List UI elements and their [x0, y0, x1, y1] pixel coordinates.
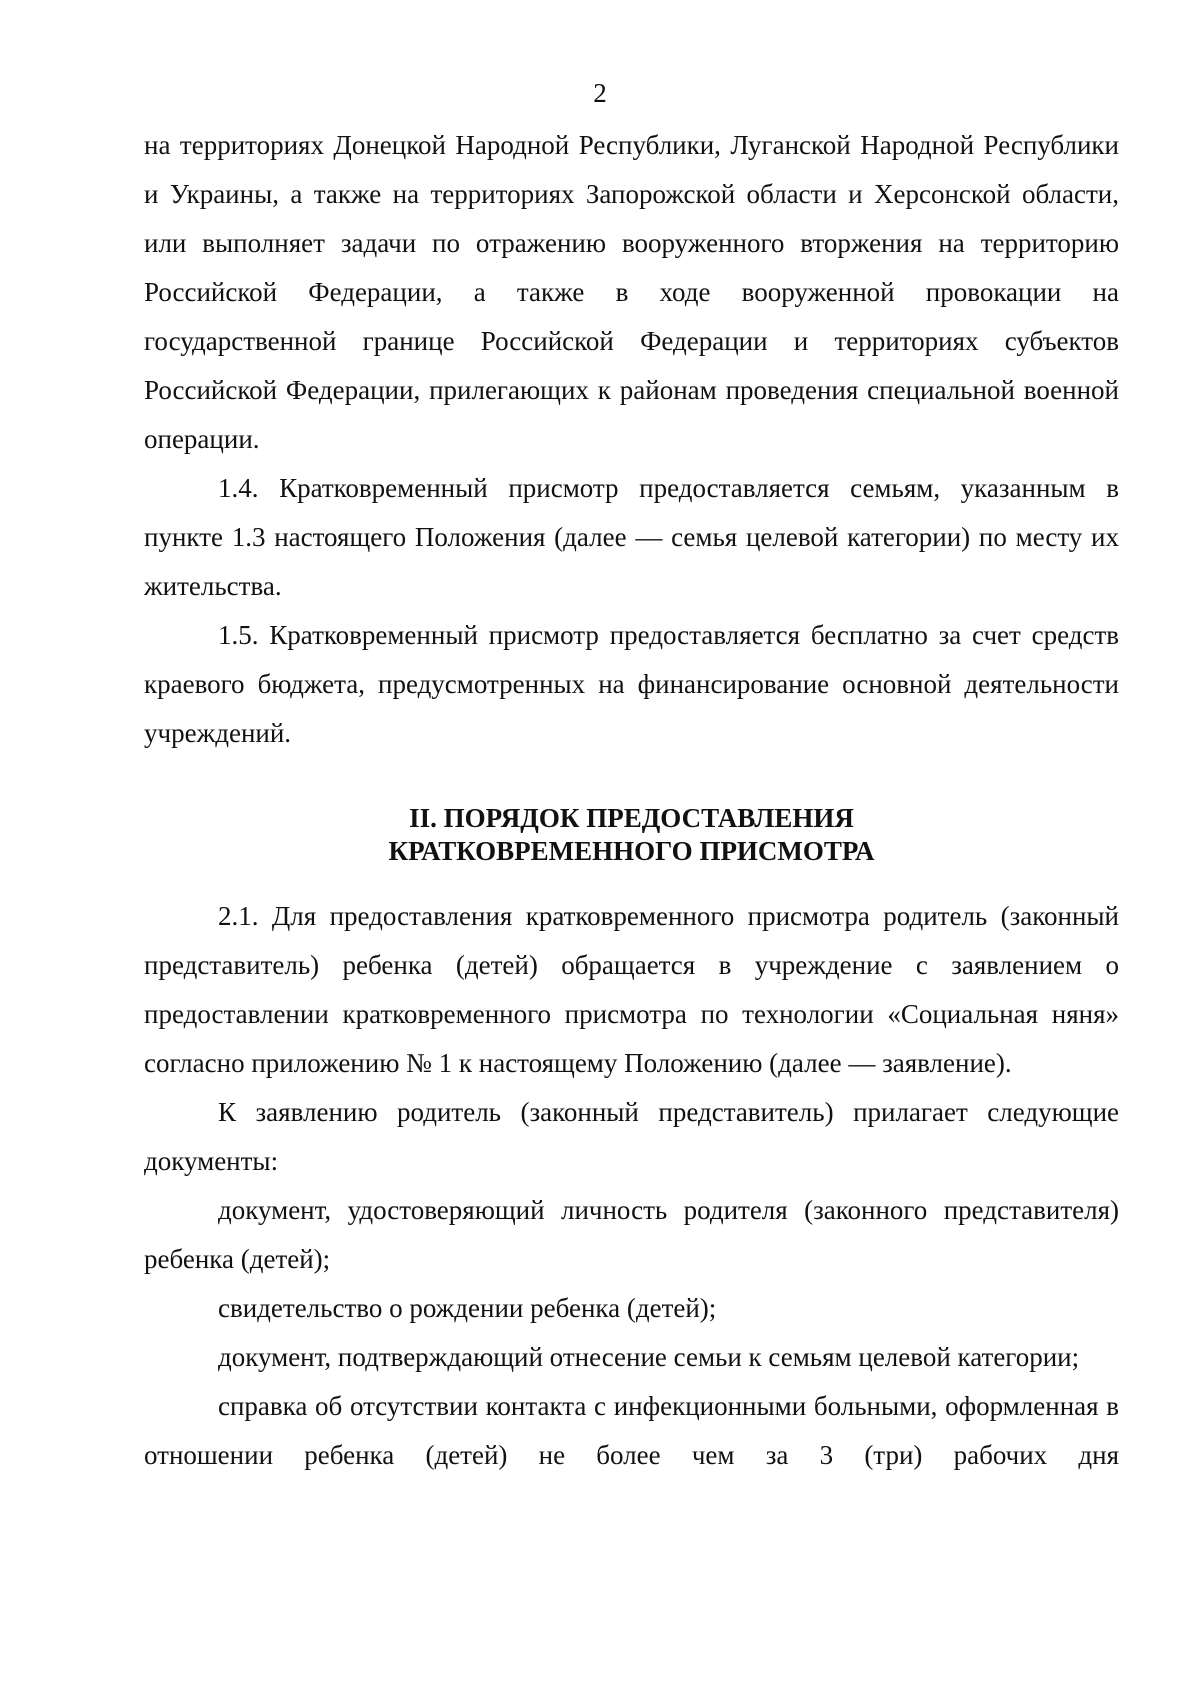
paragraph-1-5: 1.5. Кратковременный присмотр предоставляется бесплатно за счет средств краевого бюджета, предусмотренных на финансирование основной деятельности учреждений.	[144, 620, 1119, 748]
list-item-birth-certificate: свидетельство о рождении ребенка (детей);	[218, 1293, 717, 1323]
page-number: 2	[593, 78, 607, 108]
intro-paragraph: на территориях Донецкой Народной Республики, Луганской Народной Республики и Украины, а также на территориях Запорожской области и Херсонской области, или выполняет задачи по отражению вооруженного вторжения на территорию Российской Федерации, а также в ходе вооруженной провокации на государственной границе Российской Федерации и территориях субъектов Российской Федерации, прилегающих к районам проведения специальной военной операции.	[144, 130, 1119, 454]
section-heading	[144, 802, 1119, 868]
list-item-category-document: документ, подтверждающий отнесение семьи к семьям целевой категории;	[218, 1342, 1080, 1372]
section-heading-line-2: КРАТКОВРЕМЕННОГО ПРИСМОТРА	[388, 836, 875, 866]
list-item-identity-document: документ, удостоверяющий личность родителя (законного представителя) ребенка (детей);	[144, 1195, 1119, 1274]
paragraph-2-1: 2.1. Для предоставления кратковременного присмотра родитель (законный представитель) ребенка (детей) обращается в учреждение с заявлением о предоставлении кратковременного присмотра по технологии «Социальная няня» согласно приложению № 1 к настоящему Положению (далее — заявление).	[144, 901, 1119, 1078]
list-item-health-certificate: справка об отсутствии контакта с инфекционными больными, оформленная в отношении ребенка (детей) не более чем за 3 (три) рабочих дня	[144, 1391, 1119, 1470]
document-body	[144, 121, 1119, 1480]
section-heading-line-1: II. ПОРЯДОК ПРЕДОСТАВЛЕНИЯ	[409, 803, 854, 833]
documents-intro-paragraph: К заявлению родитель (законный представитель) прилагает следующие документы:	[144, 1097, 1119, 1176]
paragraph-1-4: 1.4. Кратковременный присмотр предоставляется семьям, указанным в пункте 1.3 настоящего Положения (далее — семья целевой категории) по месту их жительства.	[144, 473, 1119, 601]
